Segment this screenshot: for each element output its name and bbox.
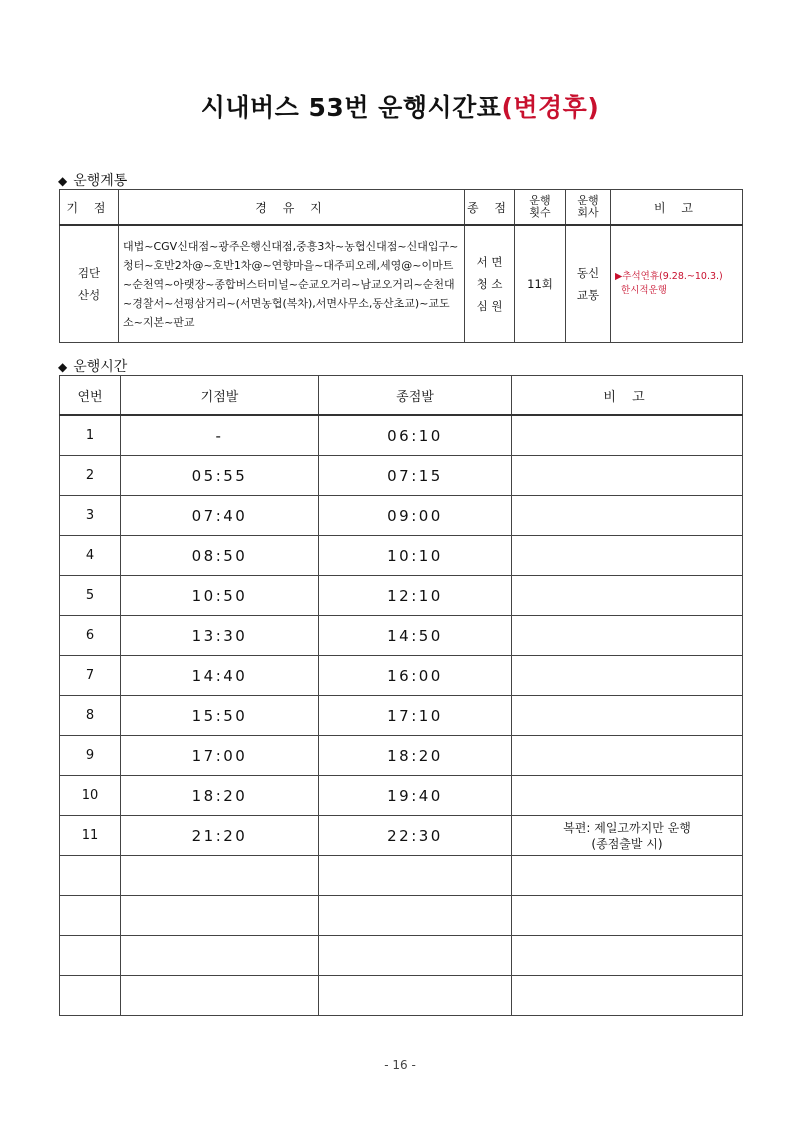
empty-cell [60,936,121,976]
row-number: 5 [60,576,121,616]
row-number: 10 [60,776,121,816]
table-row [60,496,743,536]
terminal-departure: 17:10 [319,696,512,736]
route-remark: ▶추석연휴(9.28.~10.3.) 한시적운행 [611,225,743,343]
route-via: 대법~CGV신대점~광주은행신대점,중흥3차~농협신대점~신대입구~청터~호반2차@~호반1차@~연향마을~대주피오레,세영@~이마트~순천역~아랫장~종합버스터미널~순교오거리~남교오거리~순천대~경찰서~선평삼거리~(서면농협(복차),서면사무소,동산초교)~교도소~지본~판교 [119,225,465,343]
header-company: 운행 회사 [566,190,611,226]
terminal-departure: 14:50 [319,616,512,656]
row-remark [512,776,743,816]
origin-departure: 17:00 [121,736,319,776]
route-row [60,225,743,343]
empty-cell [319,896,512,936]
table-row [60,415,743,456]
row-remark [512,576,743,616]
timetable-header-row [60,376,743,416]
table-row [60,616,743,656]
header-count: 운행 횟수 [515,190,566,226]
row-number: 1 [60,415,121,456]
empty-cell [121,936,319,976]
table-row [60,536,743,576]
origin-departure: 05:55 [121,456,319,496]
terminal-departure: 07:15 [319,456,512,496]
row-remark [512,656,743,696]
origin-departure: 10:50 [121,576,319,616]
empty-cell [60,976,121,1016]
table-row [60,656,743,696]
route-count: 11회 [515,225,566,343]
row-remark [512,456,743,496]
route-origin: 검단 산성 [60,225,119,343]
origin-departure: 15:50 [121,696,319,736]
empty-cell [319,856,512,896]
route-section-label: ◆ 운행계통 [58,173,128,189]
row-number: 11 [60,816,121,856]
origin-departure: 08:50 [121,536,319,576]
empty-cell [60,856,121,896]
row-remark [512,736,743,776]
diamond-bullet-icon: ◆ [58,174,68,188]
empty-cell [121,896,319,936]
empty-cell [121,856,319,896]
terminal-departure: 19:40 [319,776,512,816]
empty-cell [512,976,743,1016]
empty-row [60,856,743,896]
diamond-bullet-icon: ◆ [58,360,68,374]
header-via: 경 유 지 [119,190,465,226]
header-remark: 비 고 [611,190,743,226]
empty-cell [319,936,512,976]
origin-departure: 13:30 [121,616,319,656]
origin-departure: - [121,415,319,456]
title-main: 시내버스 53번 운행시간표 [200,93,502,122]
header-terminal-departure: 종점발 [319,376,512,416]
row-number: 9 [60,736,121,776]
table-row [60,576,743,616]
empty-cell [121,976,319,1016]
terminal-departure: 18:20 [319,736,512,776]
table-row [60,816,743,856]
header-no: 연번 [60,376,121,416]
row-remark: 복편: 제일고까지만 운행 (종점출발 시) [512,816,743,856]
route-terminal: 서 면 청 소 심 원 [465,225,515,343]
route-table [59,189,743,343]
terminal-departure: 09:00 [319,496,512,536]
header-origin-departure: 기점발 [121,376,319,416]
table-row [60,696,743,736]
row-number: 4 [60,536,121,576]
table-row [60,736,743,776]
table-row [60,456,743,496]
page-title [0,88,800,124]
terminal-departure: 10:10 [319,536,512,576]
row-remark [512,616,743,656]
terminal-departure: 12:10 [319,576,512,616]
empty-row [60,896,743,936]
header-remark: 비 고 [512,376,743,416]
time-section-label: ◆ 운행시간 [58,359,128,375]
terminal-departure: 06:10 [319,415,512,456]
row-remark [512,415,743,456]
terminal-departure: 22:30 [319,816,512,856]
row-number: 7 [60,656,121,696]
title-highlight: (변경후) [501,93,600,122]
row-number: 3 [60,496,121,536]
empty-row [60,936,743,976]
header-origin: 기 점 [60,190,119,226]
row-remark [512,496,743,536]
empty-row [60,976,743,1016]
origin-departure: 07:40 [121,496,319,536]
origin-departure: 18:20 [121,776,319,816]
page-number: - 16 - [384,1058,416,1072]
empty-cell [60,896,121,936]
row-remark [512,696,743,736]
row-number: 2 [60,456,121,496]
timetable [59,375,743,1016]
terminal-departure: 16:00 [319,656,512,696]
row-remark [512,536,743,576]
origin-departure: 14:40 [121,656,319,696]
row-number: 8 [60,696,121,736]
empty-cell [512,936,743,976]
empty-cell [512,896,743,936]
route-company: 동신 교통 [566,225,611,343]
route-header-row [60,190,743,226]
empty-cell [512,856,743,896]
header-terminal: 종 점 [465,190,515,226]
empty-cell [319,976,512,1016]
origin-departure: 21:20 [121,816,319,856]
row-number: 6 [60,616,121,656]
table-row [60,776,743,816]
